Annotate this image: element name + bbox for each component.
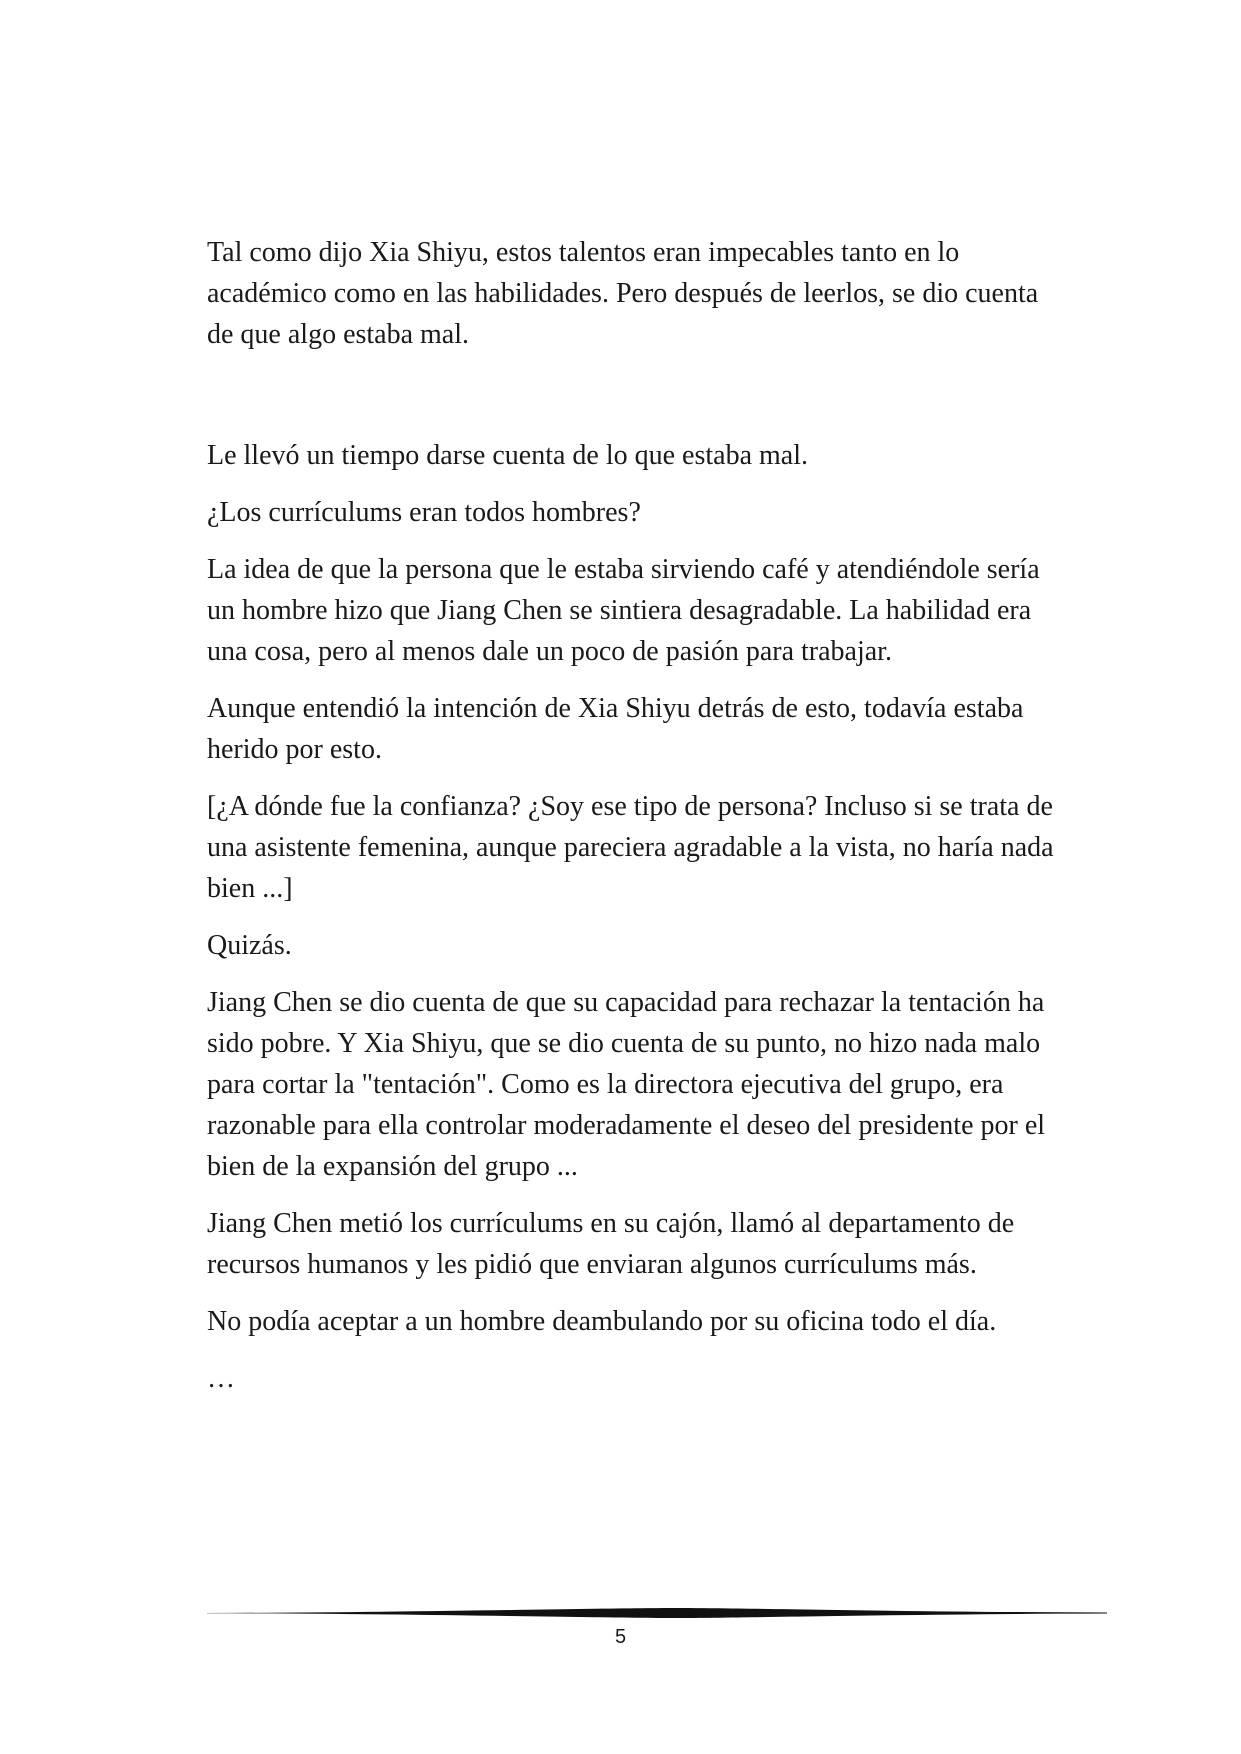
paragraph: La idea de que la persona que le estaba sirviendo café y atendiéndole sería un hombre hizo que Jiang Chen se sintiera desagradable. La habilidad era una cosa, pero al menos dale un poco de pasión para trabajar. (207, 554, 1040, 667)
text-section-main (207, 435, 1067, 1415)
paragraph: Le llevó un tiempo darse cuenta de lo que estaba mal. (207, 440, 809, 471)
paragraph: Aunque entendió la intención de Xia Shiyu detrás de esto, todavía estaba herido por esto. (207, 693, 1024, 765)
paragraph: ¿Los currículums eran todos hombres? (207, 497, 641, 528)
footer-divider (207, 1606, 1107, 1620)
page-number: 5 (614, 1626, 627, 1648)
paragraph: No podía aceptar a un hombre deambulando por su oficina todo el día. (207, 1306, 997, 1337)
paragraph: Jiang Chen metió los currículums en su cajón, llamó al departamento de recursos humanos y les pidió que enviaran algunos currículums más. (207, 1208, 1015, 1280)
paragraph: Quizás. (207, 930, 292, 961)
ellipsis-paragraph: … (207, 1363, 235, 1394)
paragraph: [¿A dónde fue la confianza? ¿Soy ese tipo de persona? Incluso si se trata de una asistente femenina, aunque pareciera agradable a la vista, no haría nada bien ...] (207, 791, 1054, 904)
paragraph: Tal como dijo Xia Shiyu, estos talentos eran impecables tanto en lo académico como en las habilidades. Pero después de leerlos, se dio cuenta de que algo estaba mal. (207, 237, 1039, 350)
text-section-top (207, 232, 1067, 371)
paragraph: Jiang Chen se dio cuenta de que su capacidad para rechazar la tentación ha sido pobre. Y Xia Shiyu, que se dio cuenta de su punto, no hizo nada malo para cortar la "tentación". Como es la directora ejecutiva del grupo, era razonable para ella controlar moderadamente el deseo del presidente por el bien de la expansión del grupo ... (207, 987, 1046, 1182)
